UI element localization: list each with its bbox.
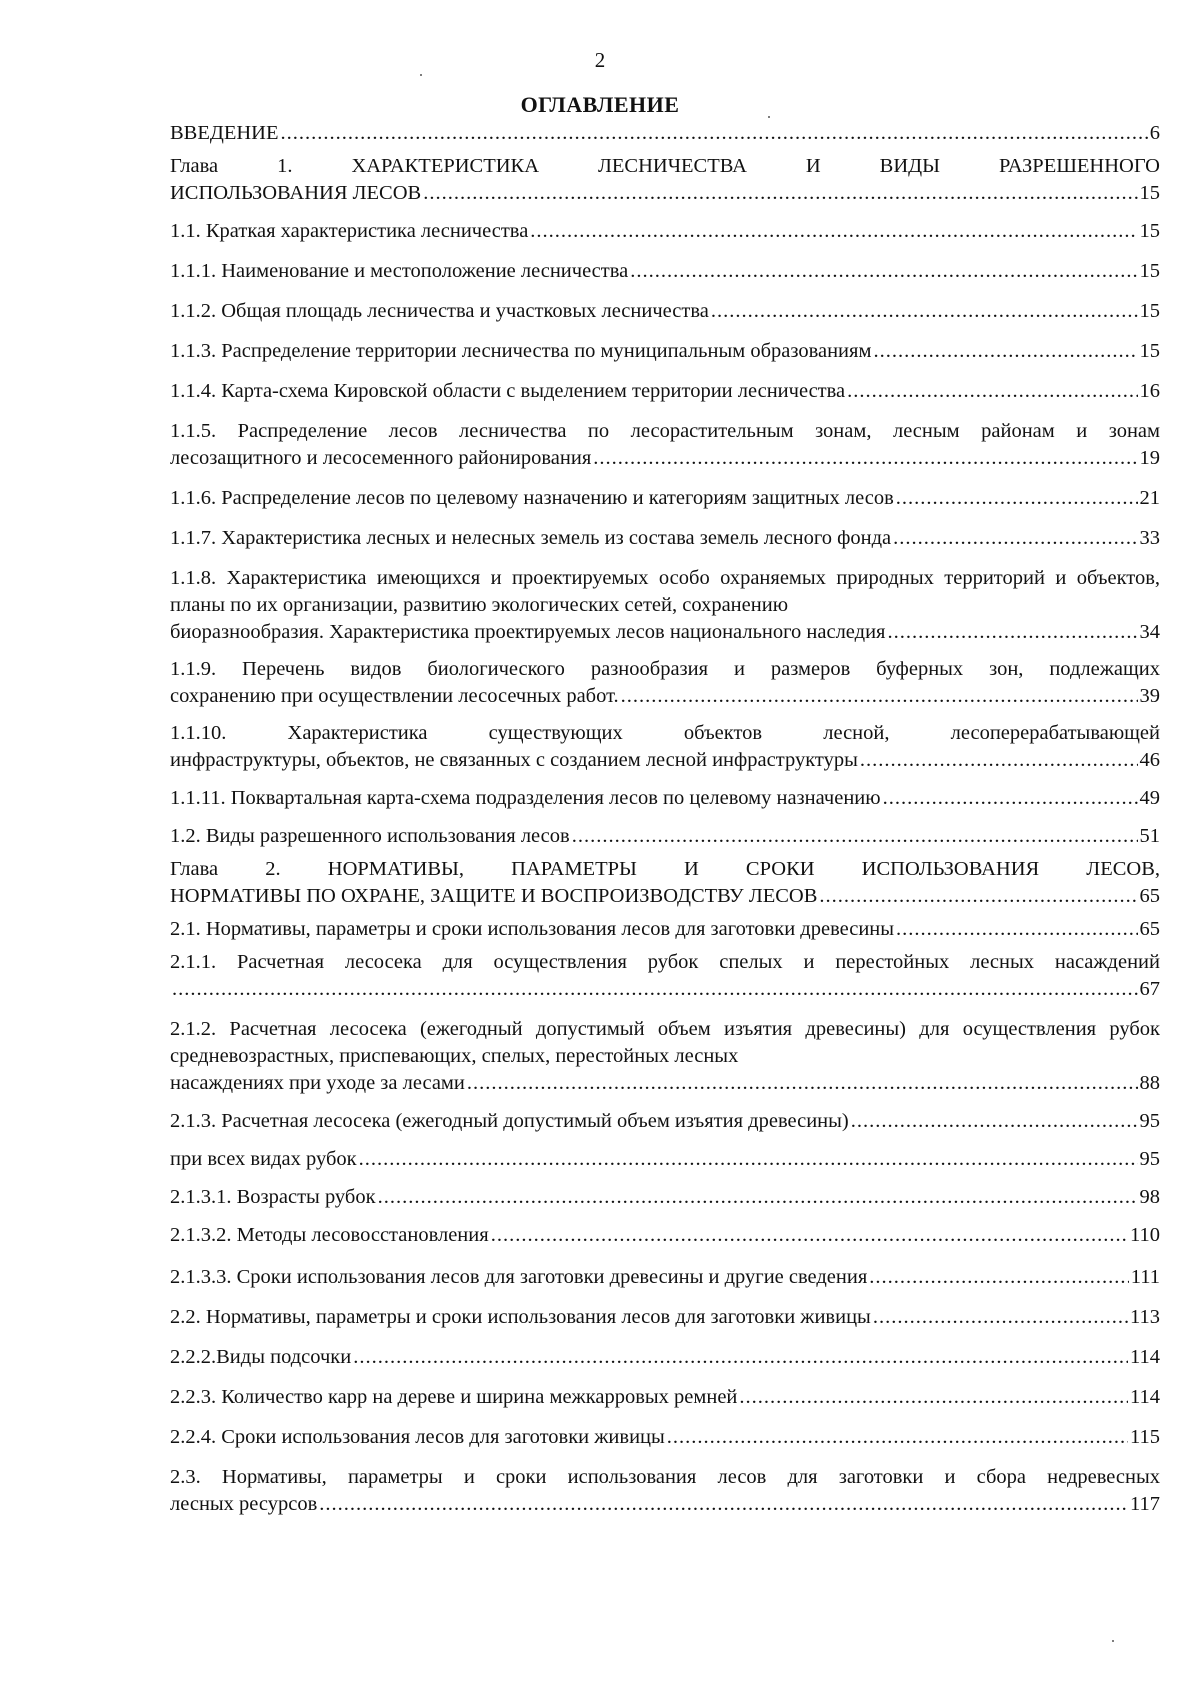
toc-entry[interactable] <box>170 656 1160 710</box>
toc-entry-line <box>170 976 1160 1003</box>
toc-entry-line <box>170 298 1160 325</box>
toc-entry-text: 1.1.1. Наименование и местоположение лесничества <box>170 260 629 282</box>
toc-entry-line <box>170 378 1160 405</box>
toc-entry-page: 113 <box>1130 1306 1160 1328</box>
toc-entry-line <box>170 1424 1160 1451</box>
toc-entry-page: 117 <box>1130 1493 1160 1515</box>
toc-entry-line <box>170 1304 1160 1331</box>
toc-entry-line <box>170 1264 1160 1291</box>
toc-entry-text: 2.1.3.1. Возрасты рубок <box>170 1186 376 1208</box>
toc-entry-page: 110 <box>1130 1224 1160 1246</box>
dot-leader <box>711 298 1138 325</box>
toc-entry-page: 15 <box>1139 260 1160 282</box>
toc-entry-line <box>170 338 1160 365</box>
toc-entry-line <box>170 1384 1160 1411</box>
toc-entry-page: 21 <box>1139 487 1160 509</box>
toc-entry-text: 1.1. Краткая характеристика лесничества <box>170 220 529 242</box>
toc-entry-page: 15 <box>1139 300 1160 322</box>
dot-leader <box>319 1491 1128 1518</box>
toc-entry-heading-text: 1.1.10. Характеристика существующих объектов лесной, лесоперерабатывающей <box>170 722 1160 744</box>
toc-entry[interactable] <box>170 949 1160 1003</box>
toc-entry[interactable] <box>170 1222 1160 1249</box>
dot-leader <box>378 1184 1138 1211</box>
toc-entry[interactable] <box>170 823 1160 850</box>
toc-entry-text: 2.2.2.Виды подсочки <box>170 1346 352 1368</box>
toc-entry[interactable] <box>170 418 1160 472</box>
toc-entry-text: биоразнообразия. Характеристика проектируемых лесов национального наследия <box>170 621 886 643</box>
toc-entry[interactable] <box>170 1384 1160 1411</box>
dot-leader <box>869 1264 1128 1291</box>
dot-leader <box>893 525 1137 552</box>
toc-entry[interactable] <box>170 1108 1160 1135</box>
dot-leader <box>873 338 1137 365</box>
toc-entry-line <box>170 823 1160 850</box>
toc-entry-line <box>170 1070 1160 1097</box>
toc-entry-line <box>170 683 1160 710</box>
toc-entry[interactable] <box>170 338 1160 365</box>
toc-entry[interactable] <box>170 298 1160 325</box>
dot-leader <box>739 1384 1128 1411</box>
toc-entry-text: 1.1.7. Характеристика лесных и нелесных земель из состава земель лесного фонда <box>170 527 892 549</box>
toc-entry-page: 19 <box>1139 447 1160 469</box>
toc-entry-page: 51 <box>1139 825 1160 847</box>
dot-leader <box>530 218 1137 245</box>
toc-entry-text: 1.1.3. Распределение территории лесничества по муниципальным образованиям <box>170 340 872 362</box>
toc-entry-page: 49 <box>1139 787 1160 809</box>
toc-entry[interactable] <box>170 1016 1160 1097</box>
toc-entry-page: 67 <box>1139 978 1160 1000</box>
toc-entry-text: 1.2. Виды разрешенного использования лесов <box>170 825 570 847</box>
toc-entry[interactable] <box>170 720 1160 774</box>
toc-entry[interactable] <box>170 485 1160 512</box>
toc-entry[interactable] <box>170 1146 1160 1173</box>
toc-entry-page: 15 <box>1139 182 1160 204</box>
toc-entry[interactable] <box>170 565 1160 646</box>
toc-entry-text: 1.1.11. Поквартальная карта-схема подразделения лесов по целевому назначению <box>170 787 881 809</box>
toc-entry-text: лесных ресурсов <box>170 1493 318 1515</box>
toc-entry-line <box>170 258 1160 285</box>
toc-entry-line <box>170 485 1160 512</box>
toc-entry-page: 111 <box>1130 1266 1160 1288</box>
toc-entry-line <box>170 747 1160 774</box>
page-number: 2 <box>594 48 606 72</box>
toc-entry-line <box>170 1184 1160 1211</box>
toc-entry-heading-text: 1.1.5. Распределение лесов лесничества по лесорастительным зонам, лесным районам и зонам <box>170 420 1160 442</box>
toc-entry-text: 2.2. Нормативы, параметры и сроки использования лесов для заготовки живицы <box>170 1306 871 1328</box>
toc-entry-page: 65 <box>1139 918 1160 940</box>
toc-entry-page: 115 <box>1130 1426 1160 1448</box>
toc-entry-line <box>170 120 1160 147</box>
toc-entry-text: ВВЕДЕНИЕ <box>170 122 279 144</box>
toc-entry-line <box>170 916 1160 943</box>
toc-entry[interactable] <box>170 1304 1160 1331</box>
dot-leader <box>621 683 1138 710</box>
scan-speck <box>1112 1640 1114 1642</box>
toc-entry-line <box>170 883 1160 910</box>
toc-entry[interactable] <box>170 258 1160 285</box>
toc-entry[interactable] <box>170 1264 1160 1291</box>
toc-entry-line <box>170 1344 1160 1371</box>
table-of-contents <box>170 120 1160 1518</box>
toc-entry-page: 95 <box>1139 1110 1160 1132</box>
toc-entry[interactable] <box>170 153 1160 207</box>
dot-leader <box>359 1146 1138 1173</box>
toc-entry[interactable] <box>170 1184 1160 1211</box>
dot-leader <box>847 378 1137 405</box>
toc-entry-line <box>170 1146 1160 1173</box>
dot-leader <box>873 1304 1128 1331</box>
toc-entry-text: насаждениях при уходе за лесами <box>170 1072 465 1094</box>
toc-entry-page: 15 <box>1139 340 1160 362</box>
dot-leader <box>593 445 1137 472</box>
toc-entry-line <box>170 785 1160 812</box>
toc-entry[interactable] <box>170 1424 1160 1451</box>
toc-entry-text: при всех видах рубок <box>170 1148 357 1170</box>
dot-leader <box>851 1108 1138 1135</box>
toc-entry[interactable] <box>170 525 1160 552</box>
dot-leader <box>896 916 1137 943</box>
toc-entry[interactable] <box>170 785 1160 812</box>
toc-entry[interactable] <box>170 120 1160 147</box>
toc-entry-text: 2.2.3. Количество карр на дереве и ширина межкарровых ремней <box>170 1386 738 1408</box>
toc-entry-heading-text: 2.1.1. Расчетная лесосека для осуществления рубок спелых и перестойных лесных насаждений <box>170 951 1160 973</box>
toc-entry-heading-text: Глава 2. НОРМАТИВЫ, ПАРАМЕТРЫ И СРОКИ ИСПОЛЬЗОВАНИЯ ЛЕСОВ, <box>170 858 1160 880</box>
dot-leader <box>667 1424 1128 1451</box>
toc-entry-text: 1.1.4. Карта-схема Кировской области с выделением территории лесничества <box>170 380 846 402</box>
toc-entry-text: НОРМАТИВЫ ПО ОХРАНЕ, ЗАЩИТЕ И ВОСПРОИЗВОДСТВУ ЛЕСОВ <box>170 885 818 907</box>
toc-entry-line <box>170 1491 1160 1518</box>
toc-entry-heading-text: Глава 1. ХАРАКТЕРИСТИКА ЛЕСНИЧЕСТВА И ВИДЫ РАЗРЕШЕННОГО <box>170 155 1160 177</box>
toc-entry-text: 2.1.3.2. Методы лесовосстановления <box>170 1224 489 1246</box>
toc-entry-text: лесозащитного и лесосеменного районирования <box>170 447 592 469</box>
dot-leader <box>896 485 1138 512</box>
toc-entry-page: 33 <box>1139 527 1160 549</box>
toc-entry-page: 15 <box>1139 220 1160 242</box>
toc-entry-page: 39 <box>1139 685 1160 707</box>
scan-speck <box>768 116 770 118</box>
toc-entry-line <box>170 619 1160 646</box>
toc-entry-text: 2.1. Нормативы, параметры и сроки использования лесов для заготовки древесины <box>170 918 895 940</box>
toc-entry[interactable] <box>170 378 1160 405</box>
dot-leader <box>172 976 1138 1003</box>
toc-entry-page: 65 <box>1139 885 1160 907</box>
toc-entry-page: 46 <box>1139 749 1160 771</box>
toc-entry-heading-text: 1.1.9. Перечень видов биологического разнообразия и размеров буферных зон, подлежащих <box>170 658 1160 680</box>
toc-entry-page: 98 <box>1139 1186 1160 1208</box>
dot-leader <box>883 785 1138 812</box>
toc-entry[interactable] <box>170 1464 1160 1518</box>
toc-entry-line <box>170 1222 1160 1249</box>
toc-entry[interactable] <box>170 1344 1160 1371</box>
toc-entry[interactable] <box>170 916 1160 943</box>
toc-entry-text: 2.1.3.3. Сроки использования лесов для заготовки древесины и другие сведения <box>170 1266 868 1288</box>
dot-leader <box>491 1222 1128 1249</box>
toc-entry-heading-text: 1.1.8. Характеристика имеющихся и проектируемых особо охраняемых природных территорий и объектов, планы по их организации, развитию экологических сетей, сохранению <box>170 567 1160 616</box>
toc-entry-page: 34 <box>1139 621 1160 643</box>
toc-entry-page: 114 <box>1130 1346 1160 1368</box>
toc-entry-line <box>170 180 1160 207</box>
dot-leader <box>353 1344 1128 1371</box>
toc-entry-page: 16 <box>1139 380 1160 402</box>
dot-leader <box>630 258 1137 285</box>
toc-entry-text: ИСПОЛЬЗОВАНИЯ ЛЕСОВ <box>170 182 422 204</box>
dot-leader <box>423 180 1137 207</box>
toc-entry-text: инфраструктуры, объектов, не связанных с созданием лесной инфраструктуры <box>170 749 858 771</box>
toc-title: ОГЛАВЛЕНИЕ <box>520 92 680 117</box>
dot-leader <box>281 120 1148 147</box>
toc-entry-line <box>170 445 1160 472</box>
toc-entry[interactable] <box>170 856 1160 910</box>
toc-entry-text: 2.1.3. Расчетная лесосека (ежегодный допустимый объем изъятия древесины) <box>170 1110 849 1132</box>
toc-entry-text: сохранению при осуществлении лесосечных работ. <box>170 685 619 707</box>
scan-speck <box>420 74 422 76</box>
toc-entry-text: 1.1.2. Общая площадь лесничества и участковых лесничества <box>170 300 709 322</box>
dot-leader <box>819 883 1137 910</box>
toc-entry[interactable] <box>170 218 1160 245</box>
toc-entry-heading-text: 2.3. Нормативы, параметры и сроки использования лесов для заготовки и сбора недревесных <box>170 1466 1160 1488</box>
toc-entry-heading-text: 2.1.2. Расчетная лесосека (ежегодный допустимый объем изъятия древесины) для осуществления рубок средневозрастных, приспевающих, спелых, перестойных лесных <box>170 1018 1160 1067</box>
dot-leader <box>887 619 1137 646</box>
toc-entry-page: 88 <box>1139 1072 1160 1094</box>
toc-entry-line <box>170 1108 1160 1135</box>
dot-leader <box>860 747 1138 774</box>
toc-entry-line <box>170 525 1160 552</box>
dot-leader <box>572 823 1138 850</box>
toc-entry-page: 6 <box>1149 122 1160 144</box>
toc-entry-page: 114 <box>1130 1386 1160 1408</box>
toc-entry-page: 95 <box>1139 1148 1160 1170</box>
toc-entry-line <box>170 218 1160 245</box>
toc-entry-text: 2.2.4. Сроки использования лесов для заготовки живицы <box>170 1426 665 1448</box>
toc-entry-text: 1.1.6. Распределение лесов по целевому назначению и категориям защитных лесов <box>170 487 894 509</box>
dot-leader <box>467 1070 1138 1097</box>
